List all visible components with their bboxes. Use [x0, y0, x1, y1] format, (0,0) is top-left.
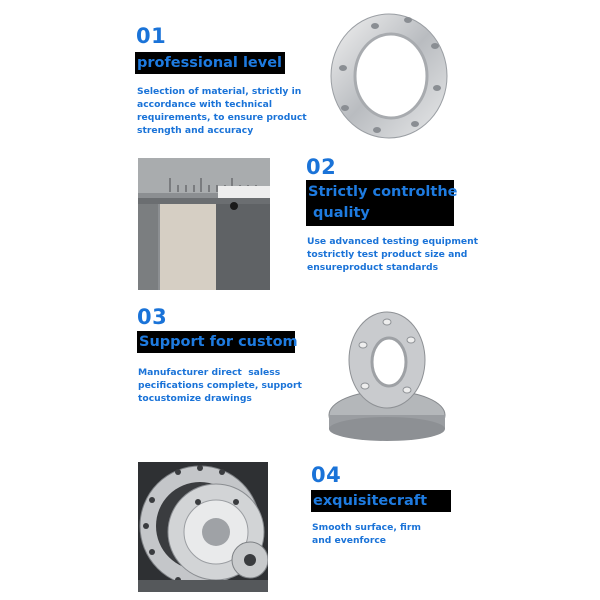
section-02-description — [307, 235, 487, 274]
section-01-description — [137, 85, 307, 137]
section-03-title: Support for custom — [137, 331, 295, 353]
section-01-title: professional level — [135, 52, 285, 74]
description-line: Manufacturer direct saless — [138, 367, 281, 378]
section-01-number: 01 — [136, 24, 167, 48]
description-line: and evenforce — [312, 535, 387, 546]
description-line: strength and accuracy — [137, 125, 254, 136]
description-line: ensureproduct standards — [307, 262, 439, 273]
description-line: Smooth surface, firm — [312, 522, 421, 533]
section-02-number: 02 — [306, 155, 337, 179]
title-line: Strictly controlthe — [308, 184, 458, 200]
section-02-title — [306, 180, 458, 226]
caliper-measurement-image — [138, 158, 270, 290]
description-line: accordance with technical — [137, 99, 272, 110]
description-line: Selection of material, strictly in — [137, 86, 302, 97]
description-line: Use advanced testing equipment — [307, 236, 479, 247]
flat-flange-ring-image — [325, 12, 450, 140]
section-03-description — [138, 366, 308, 405]
title-line: quality — [308, 205, 370, 221]
section-04-title: exquisitecraft — [311, 490, 451, 512]
large-flanges-workshop-image — [138, 462, 268, 592]
description-line: requirements, to ensure product — [137, 112, 307, 123]
section-03-number: 03 — [137, 305, 168, 329]
section-04-description — [312, 521, 462, 547]
threaded-flange-pair-image — [325, 310, 450, 445]
description-line: tocustomize drawings — [138, 393, 252, 404]
section-04-number: 04 — [311, 463, 342, 487]
description-line: pecifications complete, support — [138, 380, 302, 391]
description-line: tostrictly test product size and — [307, 249, 468, 260]
